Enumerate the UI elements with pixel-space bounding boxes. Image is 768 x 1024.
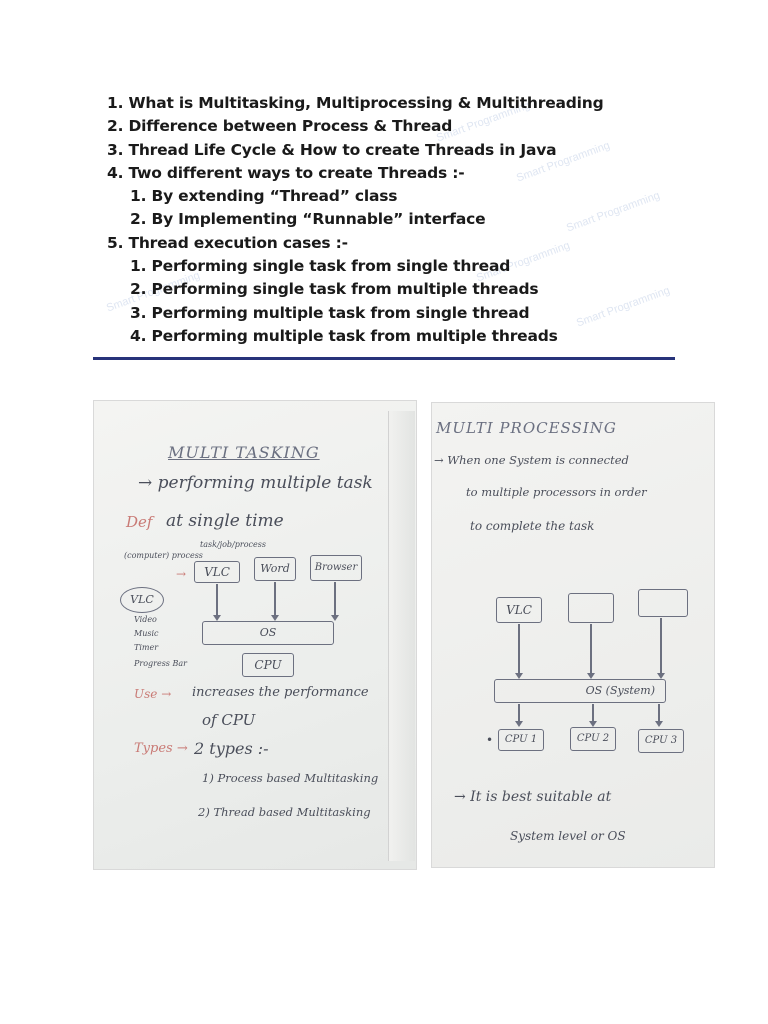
topic-item: 4. Two different ways to create Threads :- xyxy=(107,163,465,182)
subtopic-item: 3. Performing multiple task from single thread xyxy=(130,303,530,322)
connector xyxy=(590,624,592,676)
definition-text: → performing multiple task xyxy=(138,473,373,493)
mp-definition-2: to multiple processors in order xyxy=(466,485,647,499)
board-frame xyxy=(388,411,415,861)
arrow-icon xyxy=(655,721,663,727)
mp-note: → It is best suitable at xyxy=(454,789,612,805)
connector xyxy=(334,582,336,618)
app-box xyxy=(568,593,614,623)
definition-continued: at single time xyxy=(166,511,284,531)
topics-panel xyxy=(94,86,674,358)
subtopic-item: 4. Performing multiple task from multiple threads xyxy=(130,326,558,345)
connector xyxy=(518,624,520,676)
subtopic-item: 2. By Implementing “Runnable” interface xyxy=(130,210,486,229)
multiprocessing-title: MULTI PROCESSING xyxy=(436,419,617,437)
word-box: Word xyxy=(254,557,296,581)
type-one: 1) Process based Multitasking xyxy=(202,771,379,785)
use-text-continued: of CPU xyxy=(202,711,256,729)
company-note: (computer) process xyxy=(124,551,203,560)
mp-definition: → When one System is connected xyxy=(434,453,629,467)
vlc-task: Timer xyxy=(134,643,159,652)
definition-label: Def xyxy=(126,513,153,531)
os-box: OS xyxy=(202,621,334,645)
watermark: Smart Programming xyxy=(514,139,612,185)
subtopic-item: 1. Performing single task from single thread xyxy=(130,257,511,276)
connector xyxy=(660,618,662,676)
vlc-task: Music xyxy=(134,629,159,638)
topic-item: 2. Difference between Process & Thread xyxy=(107,117,453,136)
os-box: OS (System) xyxy=(494,679,666,703)
cpu-box: CPU 3 xyxy=(638,729,684,753)
task-note: task/job/process xyxy=(200,540,266,549)
topic-list xyxy=(104,92,674,348)
vlc-task: Video xyxy=(134,615,157,624)
watermark: Smart Programming xyxy=(434,99,532,145)
multitasking-whiteboard xyxy=(93,400,417,870)
subtopic-item: 2. Performing single task from multiple threads xyxy=(130,280,539,299)
browser-box: Browser xyxy=(310,555,362,581)
watermark: Smart Programming xyxy=(564,189,662,235)
arrow-glyph: → xyxy=(176,567,187,581)
multiprocessing-whiteboard xyxy=(431,402,715,868)
cpu-box: CPU 2 xyxy=(570,727,616,751)
topic-item: 5. Thread execution cases :- xyxy=(107,233,348,252)
topic-item: 3. Thread Life Cycle & How to create Threads in Java xyxy=(107,140,557,159)
watermark: Smart Programming xyxy=(574,284,672,330)
types-text: 2 types :- xyxy=(194,739,269,758)
app-box xyxy=(638,589,688,617)
types-label: Types → xyxy=(134,741,188,756)
vlc-task: Progress Bar xyxy=(134,659,187,668)
arrow-icon xyxy=(515,721,523,727)
mp-definition-3: to complete the task xyxy=(470,519,595,533)
vlc-box: VLC xyxy=(496,597,542,623)
connector xyxy=(274,582,276,618)
type-two: 2) Thread based Multitasking xyxy=(198,805,371,819)
use-label: Use → xyxy=(134,687,172,701)
use-text: increases the performance xyxy=(192,685,369,700)
watermark: Smart Programming xyxy=(474,239,572,285)
divider-rule xyxy=(93,357,675,360)
cpu-box: CPU 1 xyxy=(498,729,544,751)
multitasking-title: MULTI TASKING xyxy=(168,443,320,462)
connector xyxy=(216,584,218,618)
subtopic-item: 1. By extending “Thread” class xyxy=(130,187,398,206)
arrow-icon xyxy=(331,615,339,621)
mp-note-2: System level or OS xyxy=(510,829,626,843)
topic-item: 1. What is Multitasking, Multiprocessing & Multithreading xyxy=(107,94,604,112)
bullet-dot: • xyxy=(486,733,494,747)
watermark: Smart Programming xyxy=(104,269,202,315)
vlc-box: VLC xyxy=(194,561,240,583)
cpu-box: CPU xyxy=(242,653,294,677)
vlc-circle: VLC xyxy=(120,587,164,613)
